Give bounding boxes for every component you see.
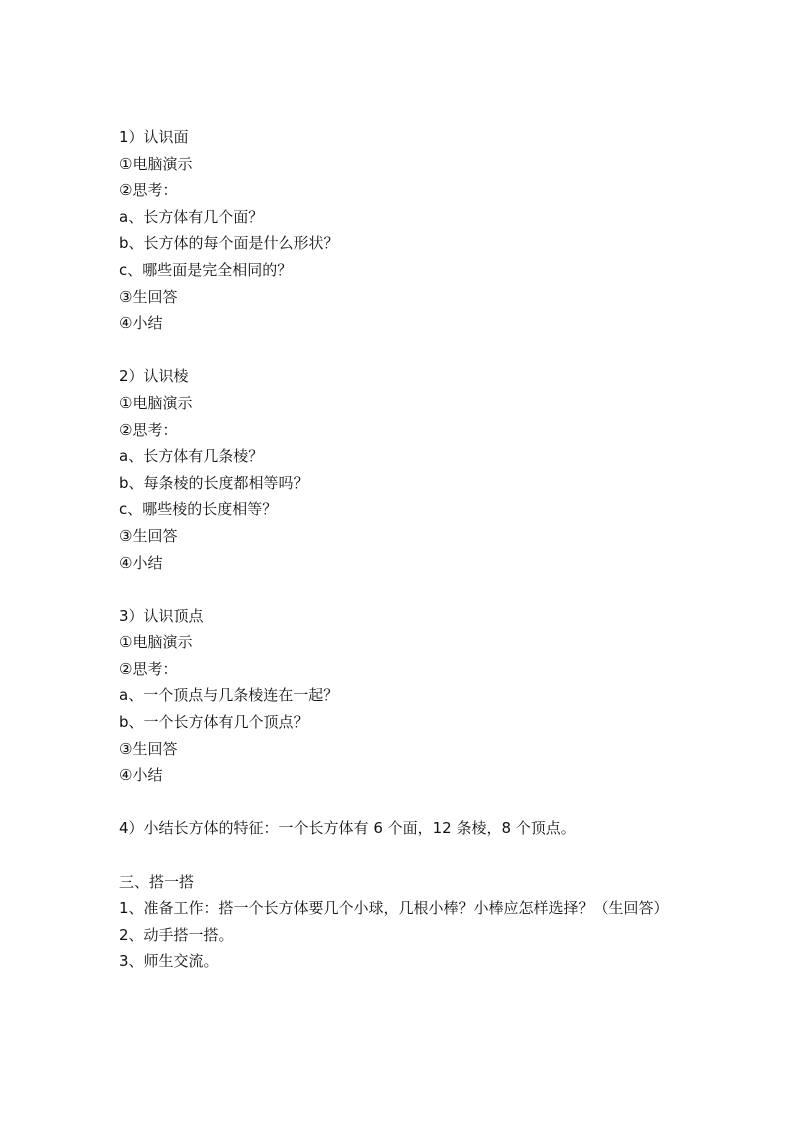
list-item: ②思考：: [119, 420, 178, 439]
blank-line: [119, 337, 689, 364]
list-item: ③生回答: [119, 526, 178, 545]
list-item: ③生回答: [119, 739, 178, 758]
list-item: ②思考：: [119, 181, 178, 200]
section-edges: [119, 363, 689, 576]
list-item: ④小结: [119, 766, 163, 785]
list-item: ④小结: [119, 553, 163, 572]
list-item: a、长方体有几条棱？: [119, 447, 264, 466]
list-item: c、哪些棱的长度相等？: [119, 500, 278, 519]
section-vertices: [119, 603, 689, 789]
blank-line: [119, 842, 689, 869]
list-item: ③生回答: [119, 287, 178, 306]
section-heading: 三、搭一搭: [119, 872, 195, 891]
list-item: c、哪些面是完全相同的？: [119, 260, 293, 279]
list-item: b、一个长方体有几个顶点？: [119, 713, 309, 732]
list-item: 3、师生交流。: [119, 952, 219, 971]
list-item: ①电脑演示: [119, 633, 193, 652]
list-item: b、长方体的每个面是什么形状？: [119, 234, 339, 253]
summary-line: 4）小结长方体的特征：一个长方体有 6 个面，12 条棱，8 个顶点。: [119, 819, 576, 838]
section-faces: [119, 124, 689, 337]
list-item: ①电脑演示: [119, 393, 193, 412]
blank-line: [119, 576, 689, 603]
section-heading: 2）认识棱: [119, 367, 189, 386]
list-item: 2、动手搭一搭。: [119, 925, 234, 944]
list-item: a、一个顶点与几条棱连在一起？: [119, 686, 339, 705]
list-item: ①电脑演示: [119, 154, 193, 173]
list-item: a、长方体有几个面？: [119, 207, 264, 226]
list-item: b、每条棱的长度都相等吗？: [119, 473, 309, 492]
list-item: 1、准备工作：搭一个长方体要几个小球，几根小棒？小棒应怎样选择？（生回答）: [119, 899, 669, 918]
list-item: ④小结: [119, 314, 163, 333]
list-item: ②思考：: [119, 659, 178, 678]
blank-line: [119, 789, 689, 816]
section-heading: 3）认识顶点: [119, 606, 204, 625]
section-heading: 1）认识面: [119, 128, 189, 146]
document-body: [119, 124, 689, 975]
section-build: [119, 869, 689, 975]
